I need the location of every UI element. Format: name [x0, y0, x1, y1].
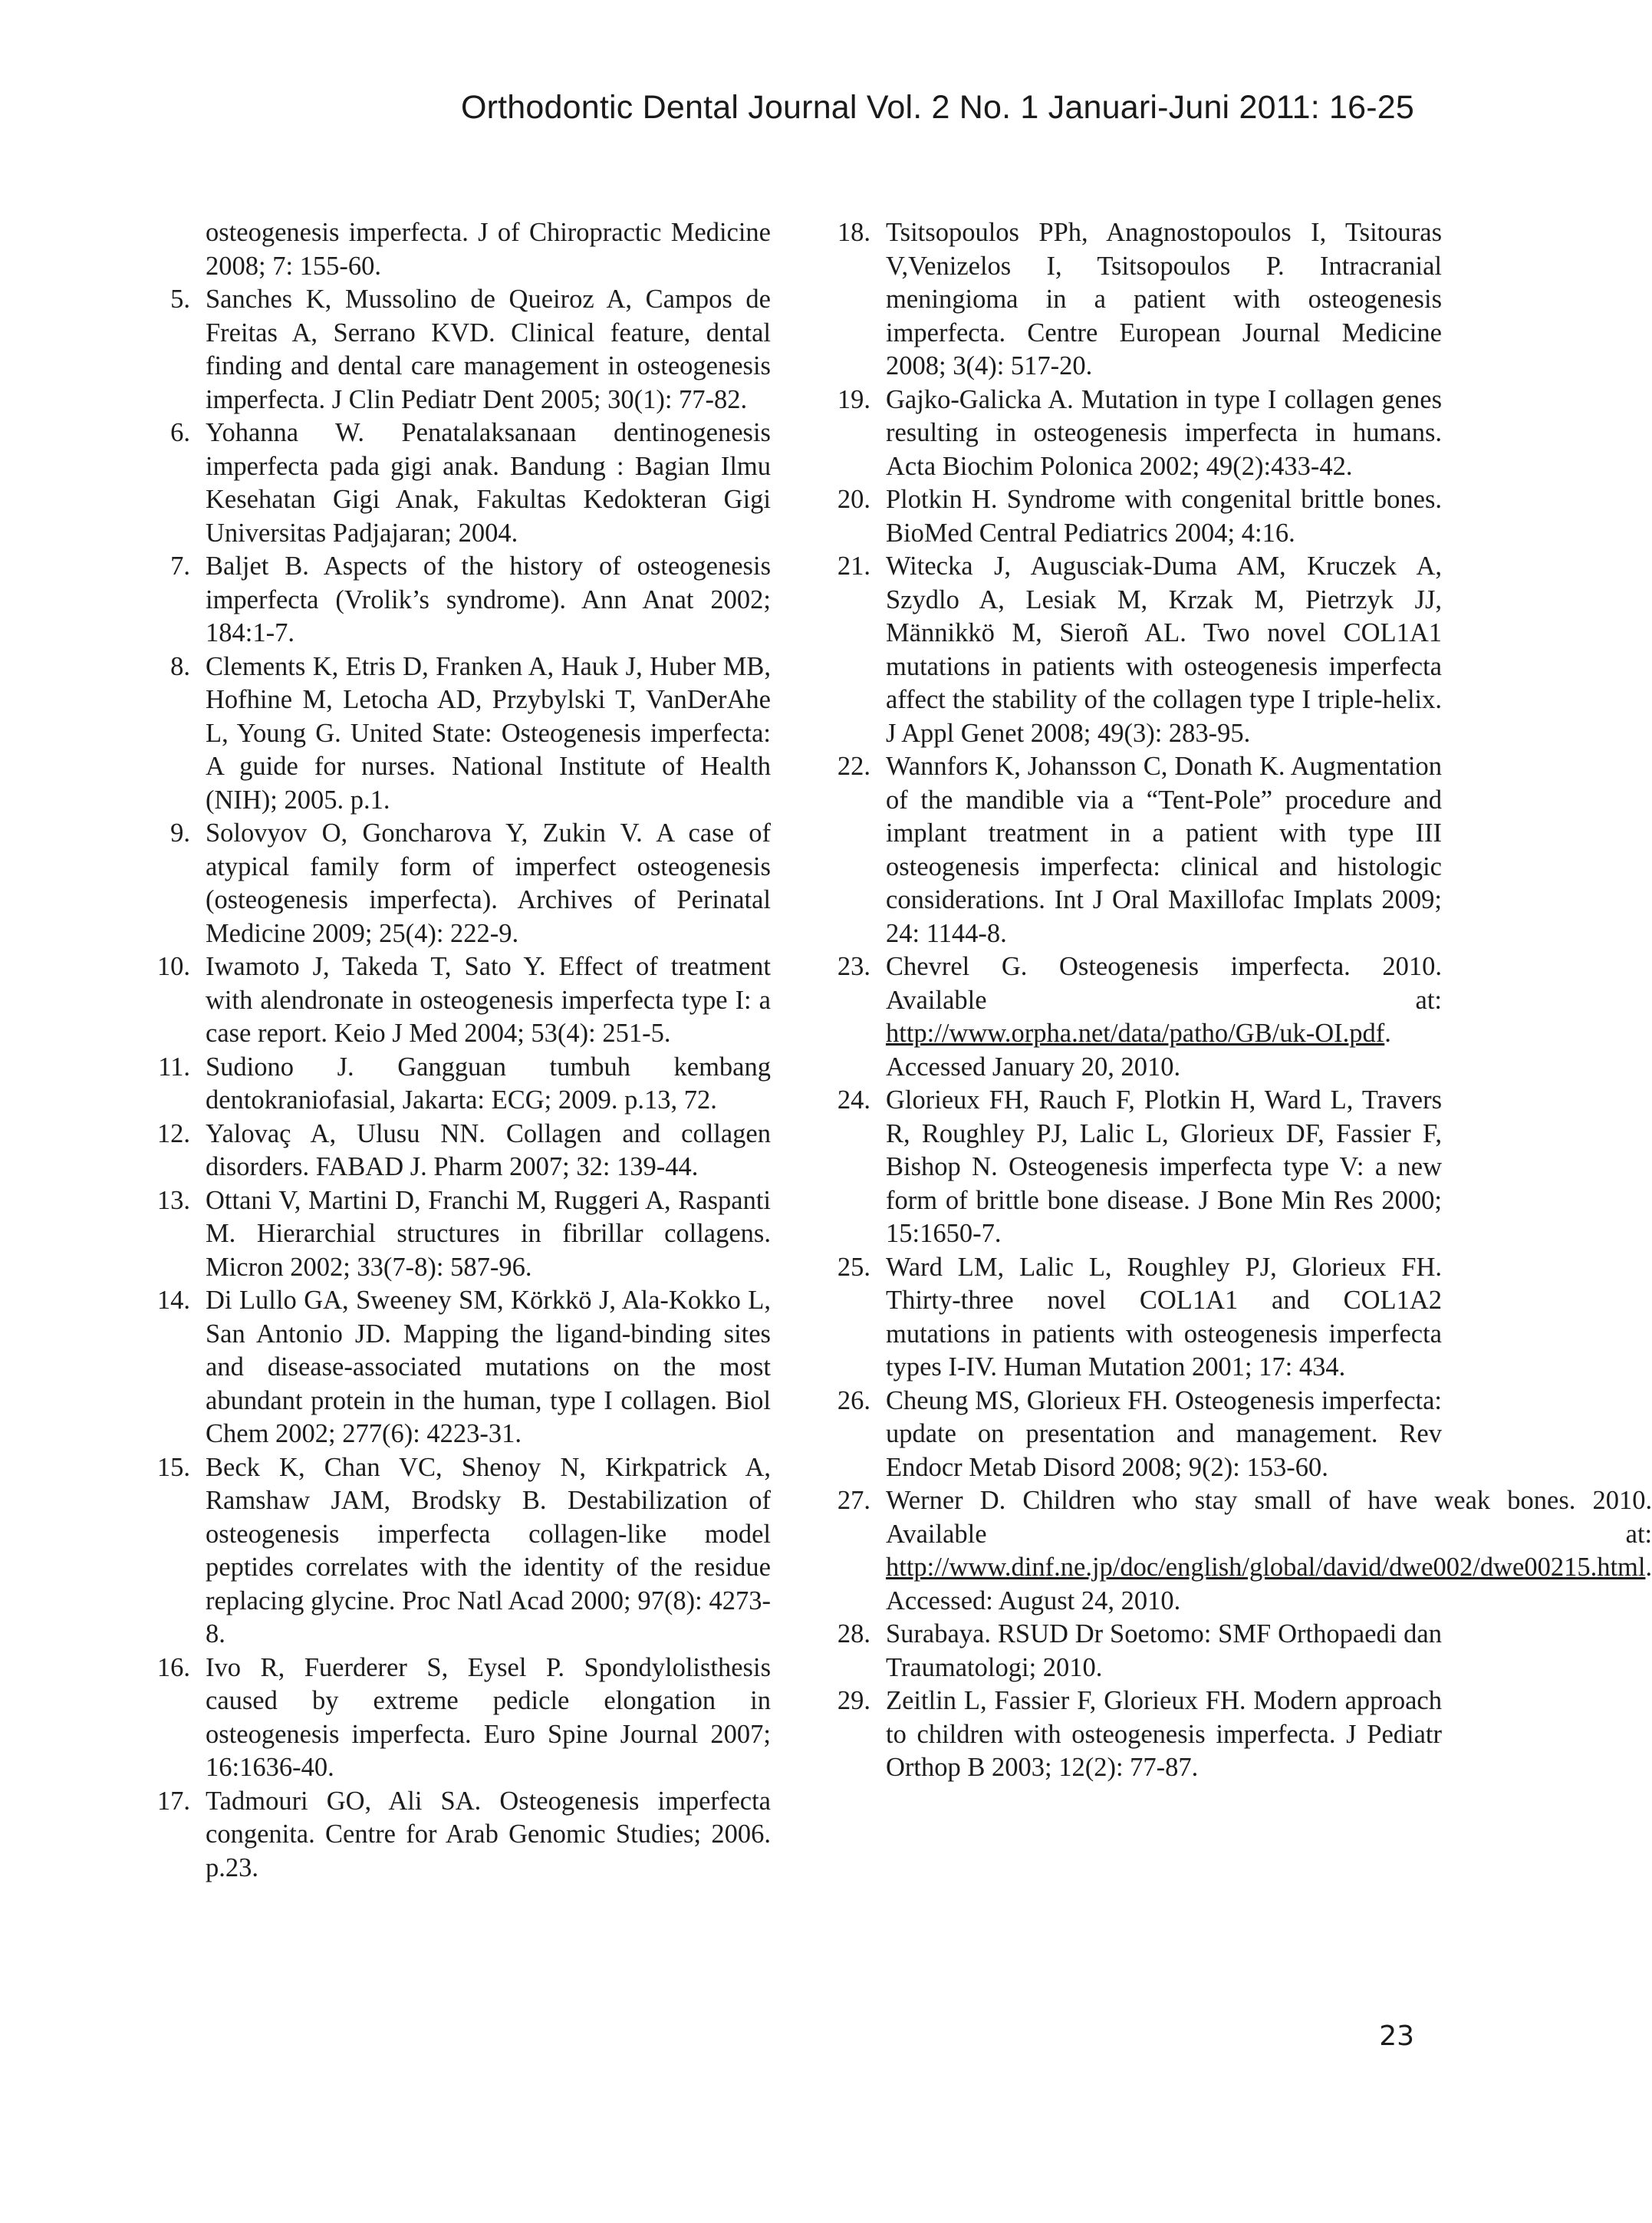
reference-number: 20. — [837, 485, 870, 514]
reference-text: Yohanna W. Penatalaksanaan dentinogenesis imperfecta pada gigi anak. Bandung : Bagian Ilmu Kesehatan Gigi Anak, Fakultas Kedokteran Gigi Universitas Padjajaran; 2004. — [206, 418, 771, 548]
reference-text: Surabaya. RSUD Dr Soetomo: SMF Orthopaedi dan Traumatologi; 2010. — [886, 1619, 1442, 1682]
reference-item — [824, 1484, 1652, 1618]
reference-item — [824, 1618, 1442, 1685]
reference-text-pre: Chevrel G. Osteogenesis imperfecta. 2010. Available at: — [886, 952, 1442, 1015]
reference-number: 26. — [837, 1385, 870, 1415]
reference-item — [146, 950, 771, 1051]
reference-item — [824, 750, 1442, 950]
reference-text: Di Lullo GA, Sweeney SM, Körkkö J, Ala-Kokko L, San Antonio JD. Mapping the ligand-binding sites and disease-associated mutations on the most abundant protein in the human, type I collagen. Biol Chem 2002; 277(6): 4223-31. — [206, 1286, 771, 1448]
reference-number: 11. — [158, 1052, 190, 1082]
reference-number: 12. — [156, 1118, 190, 1148]
reference-number: 23. — [837, 952, 870, 981]
references-left-column — [146, 216, 771, 1885]
reference-item — [146, 1284, 771, 1451]
reference-item — [824, 216, 1442, 384]
reference-number: 24. — [837, 1085, 870, 1115]
reference-item — [146, 817, 771, 950]
reference-item — [146, 1785, 771, 1885]
reference-number: 8. — [170, 651, 190, 681]
reference-text: Clements K, Etris D, Franken A, Hauk J, Huber MB, Hofhine M, Letocha AD, Przybylski T, VanDerAhe L, Young G. United State: Osteogenesis imperfecta: A guide for nurses. National Institute of Health (NIH); 2005. p.1. — [206, 651, 771, 815]
reference-text: Ward LM, Lalic L, Roughley PJ, Glorieux FH. Thirty-three novel COL1A1 and COL1A2 mutations in patients with osteogenesis imperfecta types I-IV. Human Mutation 2001; 17: 434. — [886, 1252, 1442, 1382]
reference-item — [824, 1084, 1442, 1251]
reference-text: Cheung MS, Glorieux FH. Osteogenesis imperfecta: update on presentation and management. Rev Endocr Metab Disord 2008; 9(2): 153-60. — [886, 1385, 1442, 1482]
reference-number: 16. — [156, 1652, 190, 1682]
reference-text: Witecka J, Augusciak-Duma AM, Kruczek A, Szydlo A, Lesiak M, Krzak M, Pietrzyk JJ, Männikkö M, Sieroñ AL. Two novel COL1A1 mutations in patients with osteogenesis imperfecta affect the stability of the collagen type I triple-helix. J Appl Genet 2008; 49(3): 283-95. — [886, 552, 1442, 748]
reference-number: 25. — [837, 1252, 870, 1282]
references-right-column — [824, 216, 1652, 1785]
reference-item — [146, 1118, 771, 1184]
reference-number: 13. — [156, 1185, 190, 1215]
reference-number: 19. — [837, 384, 870, 414]
reference-number: 28. — [837, 1619, 870, 1648]
reference-text: Plotkin H. Syndrome with congenital brittle bones. BioMed Central Pediatrics 2004; 4:16. — [886, 485, 1442, 548]
reference-text: Glorieux FH, Rauch F, Plotkin H, Ward L, Travers R, Roughley PJ, Lalic L, Glorieux DF, Fassier F, Bishop N. Osteogenesis imperfecta type V: a new form of brittle bone disease. J Bone Min Res 2000; 15:1650-7. — [886, 1085, 1442, 1248]
reference-text: Beck K, Chan VC, Shenoy N, Kirkpatrick A, Ramshaw JAM, Brodsky B. Destabilization of osteogenesis imperfecta collagen-like model peptides correlates with the identity of the residue replacing glycine. Proc Natl Acad 2000; 97(8): 4273-8. — [206, 1452, 771, 1648]
reference-text-post: . Accessed January 20, 2010. — [886, 1019, 1391, 1082]
reference-item — [146, 650, 771, 818]
reference-number: 29. — [837, 1686, 870, 1715]
reference-text: Baljet B. Aspects of the history of osteogenesis imperfecta (Vrolik’s syndrome). Ann Anat 2002; 184:1-7. — [206, 552, 771, 647]
reference-url-link[interactable]: http://www.dinf.ne.jp/doc/english/global/david/dwe002/dwe00215.html — [886, 1553, 1646, 1582]
reference-item — [824, 950, 1442, 1084]
reference-item — [824, 550, 1442, 750]
reference-text: Solovyov O, Goncharova Y, Zukin V. A case of atypical family form of imperfect osteogenesis (osteogenesis imperfecta). Archives of Perinatal Medicine 2009; 25(4): 222-9. — [206, 818, 771, 948]
reference-text: Yalovaç A, Ulusu NN. Collagen and collagen disorders. FABAD J. Pharm 2007; 32: 139-44. — [206, 1118, 771, 1181]
reference-text-pre: Werner D. Children who stay small of have weak bones. 2010. Available at: — [886, 1486, 1652, 1549]
reference-number: 14. — [156, 1286, 190, 1315]
reference-text: Sanches K, Mussolino de Queiroz A, Campos de Freitas A, Serrano KVD. Clinical feature, dental finding and dental care management in osteogenesis imperfecta. J Clin Pediatr Dent 2005; 30(1): 77-82. — [206, 285, 771, 414]
reference-item — [824, 483, 1442, 550]
reference-item — [146, 417, 771, 550]
reference-item — [146, 283, 771, 417]
reference-number: 5. — [170, 285, 190, 314]
reference-text: Iwamoto J, Takeda T, Sato Y. Effect of treatment with alendronate in osteogenesis imperfecta type I: a case report. Keio J Med 2004; 53(4): 251-5. — [206, 952, 771, 1048]
reference-number: 17. — [156, 1786, 190, 1816]
reference-item — [146, 1184, 771, 1285]
reference-continuation — [146, 216, 771, 283]
reference-text — [886, 1484, 1652, 1618]
reference-item — [146, 1451, 771, 1652]
reference-item — [824, 1685, 1442, 1785]
reference-text: Ottani V, Martini D, Franchi M, Ruggeri A, Raspanti M. Hierarchial structures in fibrillar collagens. Micron 2002; 33(7-8): 587-96. — [206, 1185, 771, 1282]
reference-item — [146, 1652, 771, 1785]
reference-text: Wannfors K, Johansson C, Donath K. Augmentation of the mandible via a “Tent-Pole” procedure and implant treatment in a patient with type III osteogenesis imperfecta: clinical and histologic considerations. Int J Oral Maxillofac Implats 2009; 24: 1144-8. — [886, 752, 1442, 948]
reference-number: 6. — [170, 418, 190, 447]
reference-text: Tadmouri GO, Ali SA. Osteogenesis imperfecta congenita. Centre for Arab Genomic Studies; 2006. p.23. — [206, 1786, 771, 1882]
reference-number: 7. — [170, 552, 190, 581]
reference-text — [886, 950, 1442, 1084]
reference-number: 9. — [170, 818, 190, 848]
reference-text: Zeitlin L, Fassier F, Glorieux FH. Modern approach to children with osteogenesis imperfecta. J Pediatr Orthop B 2003; 12(2): 77-87. — [886, 1686, 1442, 1782]
reference-text: Tsitsopoulos PPh, Anagnostopoulos I, Tsitouras V,Venizelos I, Tsitsopoulos P. Intracranial meningioma in a patient with osteogenesis imperfecta. Centre European Journal Medicine 2008; 3(4): 517-20. — [886, 218, 1442, 380]
reference-number: 10. — [156, 952, 190, 981]
reference-text: Sudiono J. Gangguan tumbuh kembang dentokraniofasial, Jakarta: ECG; 2009. p.13, 72. — [206, 1052, 771, 1115]
reference-item — [824, 1385, 1442, 1485]
reference-text: Ivo R, Fuerderer S, Eysel P. Spondylolisthesis caused by extreme pedicle elongation in osteogenesis imperfecta. Euro Spine Journal 2007; 16:1636-40. — [206, 1652, 771, 1782]
reference-number: 27. — [837, 1486, 870, 1515]
reference-text: Gajko-Galicka A. Mutation in type I collagen genes resulting in osteogenesis imperfecta in humans. Acta Biochim Polonica 2002; 49(2):433-42. — [886, 384, 1442, 481]
reference-number: 15. — [156, 1452, 190, 1482]
reference-url-link[interactable]: http://www.orpha.net/data/patho/GB/uk-OI.pdf — [886, 1019, 1385, 1048]
reference-item — [146, 550, 771, 650]
running-header: Orthodontic Dental Journal Vol. 2 No. 1 Januari-Juni 2011: 16-25 — [460, 89, 1414, 126]
reference-text-post: . Accessed: August 24, 2010. — [886, 1553, 1652, 1615]
page-number: 23 — [1379, 2020, 1414, 2052]
reference-item — [824, 1251, 1442, 1385]
reference-item — [146, 1051, 771, 1118]
reference-text: osteogenesis imperfecta. J of Chiropractic Medicine 2008; 7: 155-60. — [206, 218, 771, 281]
reference-number: 21. — [837, 552, 870, 581]
reference-number: 18. — [837, 218, 870, 247]
reference-number: 22. — [837, 752, 870, 781]
reference-item — [824, 384, 1442, 484]
